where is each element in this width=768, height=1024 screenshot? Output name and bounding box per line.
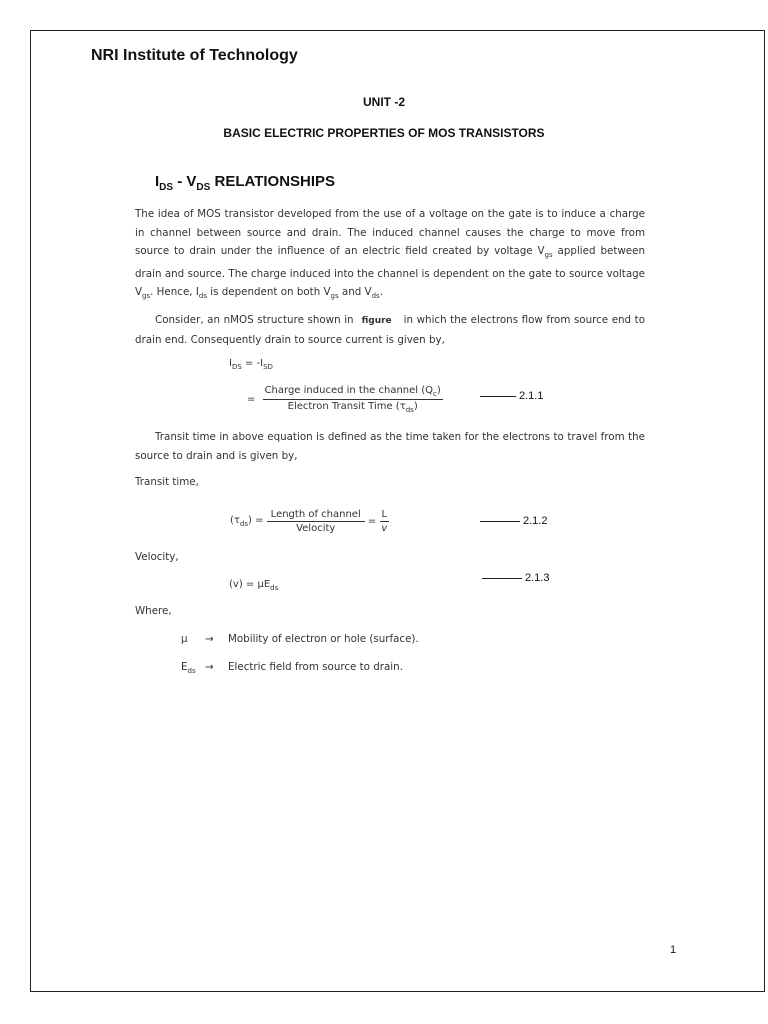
paragraph-intro: The idea of MOS transistor developed from the use of a voltage on the gate is to induce a charge in channel between source and drain. The induced channel causes the charge to move from source to drain under the influence of an electric field created by voltage $V_{gs}$ applied between drain and source. The charge induced into the channel is dependent on the gate to source voltage $V_{gs}$. Hence, $I_{ds}$ is dependent on both $V_{gs}$ and $V_{ds}$. <box>135 208 645 301</box>
equation-2-1-2: $(\tau_{ds})$ = $\frac{\text{Length of channel}}{\text{Velocity}}$ = $\frac{L}{v}$ <box>230 509 388 534</box>
section-heading: $I_{DS} - V_{DS}$ RELATIONSHIPS <box>155 173 336 193</box>
equation-number-2-1-3: 2.1.3 <box>482 572 549 584</box>
page-border <box>30 30 765 992</box>
transit-time-label: Transit time, <box>135 476 199 488</box>
definition-mu: μ → Mobility of electron or hole (surface). <box>181 633 419 645</box>
equation-2-1-3: $(v) = \mu E_{ds}$ <box>229 579 279 592</box>
where-label: Where, <box>135 605 172 617</box>
equation-number-2-1-2: 2.1.2 <box>480 515 547 527</box>
equation-2-1-1: = $\frac{Charge induced in the channel (Q_c)}{Electron Transit Time (\tau_{ds})}$ <box>247 385 441 414</box>
institute-name: NRI Institute of Technology <box>91 47 298 64</box>
unit-title: UNIT -2 <box>363 95 405 109</box>
chapter-subtitle: BASIC ELECTRIC PROPERTIES OF MOS TRANSISTORS <box>223 126 545 140</box>
equation-ids-isd: $I_{DS} = -I_{SD}$ <box>229 358 273 371</box>
equation-number-2-1-1: 2.1.1 <box>480 390 543 402</box>
figure-reference: figure <box>361 316 392 326</box>
paragraph-transit-time: Transit time in above equation is defined as the time taken for the electrons to travel from the source to drain and is given by, <box>135 431 645 462</box>
page-number: 1 <box>670 944 677 956</box>
definition-eds: $E_{ds}$ → Electric field from source to drain. <box>181 661 403 676</box>
paragraph-nmos: Consider, an nMOS structure shown in figure in which the electrons flow from source end to drain end. Consequently drain to source current is given by, <box>135 314 645 346</box>
velocity-label: Velocity, <box>135 551 179 563</box>
